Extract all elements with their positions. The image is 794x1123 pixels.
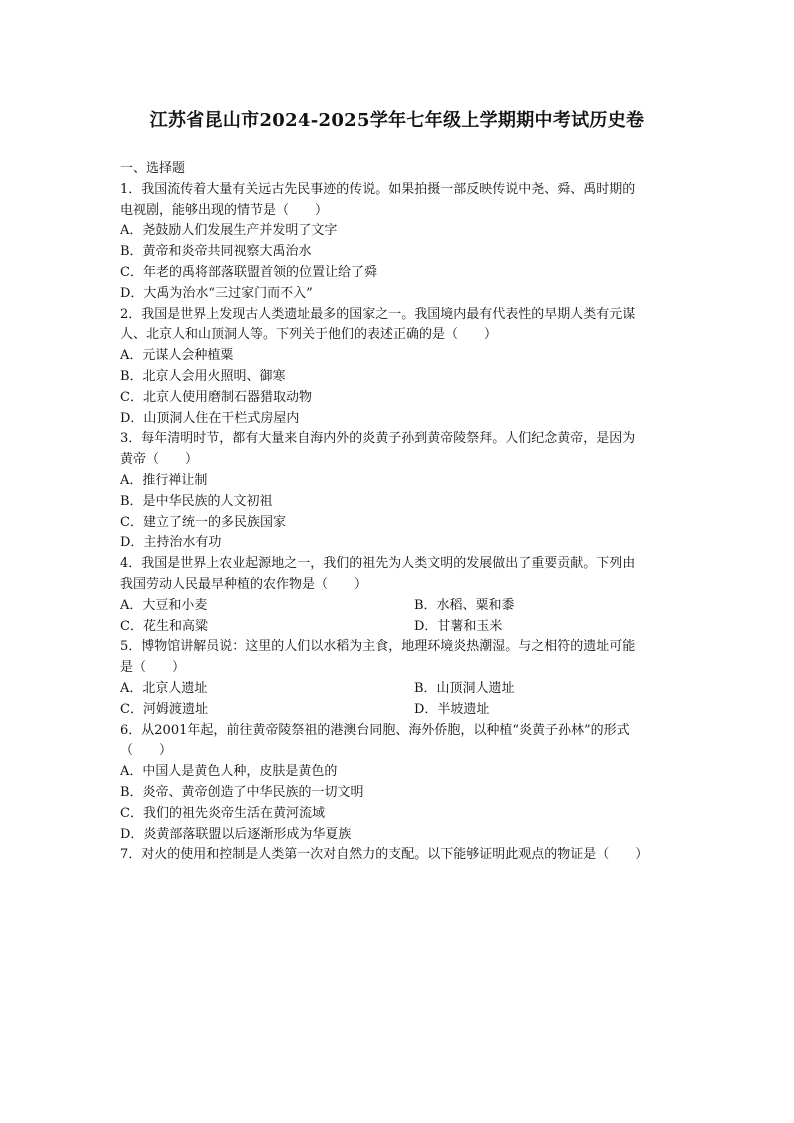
exam-content <box>120 159 680 866</box>
question-1 <box>120 180 680 305</box>
question-7 <box>120 845 680 866</box>
question-3 <box>120 429 680 554</box>
question-6 <box>120 721 680 846</box>
question-stem-line: （ ） <box>120 743 173 759</box>
question-stem-line: 5．博物馆讲解员说：这里的人们以水稻为主食，地理环境炎热潮湿。与之相符的遗址可能 <box>120 639 636 655</box>
option-d: D．半坡遗址 <box>414 701 490 717</box>
option-c: C．年老的禹将部落联盟首领的位置让给了舜 <box>120 264 377 280</box>
option-row <box>120 679 680 700</box>
option-a: A．中国人是黄色人种，皮肤是黄色的 <box>120 764 338 780</box>
option-c: C．花生和高粱 <box>120 618 208 634</box>
option-d: D．山顶洞人住在干栏式房屋内 <box>120 410 300 426</box>
option-b: B．山顶洞人遗址 <box>414 680 515 696</box>
option-d: D．主持治水有功 <box>120 535 222 551</box>
option-a: A．北京人遗址 <box>120 680 208 696</box>
question-stem-line: 人、北京人和山顶洞人等。下列关于他们的表述正确的是（ ） <box>120 327 498 343</box>
option-b: B．黄帝和炎帝共同视察大禹治水 <box>120 244 312 260</box>
option-d: D．甘薯和玉米 <box>414 618 503 634</box>
option-b: B．北京人会用火照明、御寒 <box>120 368 286 384</box>
option-b: B．炎帝、黄帝创造了中华民族的一切文明 <box>120 784 364 800</box>
option-a: A．推行禅让制 <box>120 472 208 488</box>
exam-title: 江苏省昆山市2024-2025学年七年级上学期期中考试历史卷 <box>149 110 645 131</box>
option-c: C．河姆渡遗址 <box>120 701 208 717</box>
question-stem-line: 6．从2001年起，前往黄帝陵祭祖的港澳台同胞、海外侨胞，以种植“炎黄子孙林”的形式 <box>120 722 630 738</box>
option-d: D．炎黄部落联盟以后逐渐形成为华夏族 <box>120 826 352 842</box>
question-stem-line: 电视剧，能够出现的情节是（ ） <box>120 202 329 218</box>
option-c: C．北京人使用磨制石器猎取动物 <box>120 389 312 405</box>
question-4 <box>120 554 680 637</box>
option-b: B．是中华民族的人文初祖 <box>120 493 273 509</box>
question-stem-line: 7．对火的使用和控制是人类第一次对自然力的支配。以下能够证明此观点的物证是（ ） <box>120 847 649 863</box>
question-stem-line: 3．每年清明时节，都有大量来自海内外的炎黄子孙到黄帝陵祭拜。人们纪念黄帝，是因为 <box>120 431 636 447</box>
question-stem-line: 是（ ） <box>120 660 186 676</box>
option-row <box>120 596 680 617</box>
question-stem-line: 4．我国是世界上农业起源地之一，我们的祖先为人类文明的发展做出了重要贡献。下列由 <box>120 556 636 572</box>
option-row <box>120 700 680 721</box>
option-c: C．建立了统一的多民族国家 <box>120 514 286 530</box>
question-stem-line: 我国劳动人民最早种植的农作物是（ ） <box>120 576 368 592</box>
section-heading: 一、选择题 <box>120 161 186 176</box>
question-2 <box>120 305 680 430</box>
question-5 <box>120 637 680 720</box>
question-stem-line: 1．我国流传着大量有关远古先民事迹的传说。如果拍摄一部反映传说中尧、舜、禹时期的 <box>120 181 636 197</box>
option-row <box>120 617 680 638</box>
option-a: A．元谋人会种植粟 <box>120 348 234 364</box>
question-stem-line: 2．我国是世界上发现古人类遗址最多的国家之一。我国境内最有代表性的早期人类有元谋 <box>120 306 636 322</box>
option-b: B．水稻、粟和黍 <box>414 597 515 613</box>
option-a: A．大豆和小麦 <box>120 597 208 613</box>
option-a: A．尧鼓励人们发展生产并发明了文字 <box>120 223 338 239</box>
question-stem-line: 黄帝（ ） <box>120 452 199 468</box>
option-d: D．大禹为治水“三过家门而不入” <box>120 285 313 301</box>
option-c: C．我们的祖先炎帝生活在黄河流域 <box>120 805 325 821</box>
